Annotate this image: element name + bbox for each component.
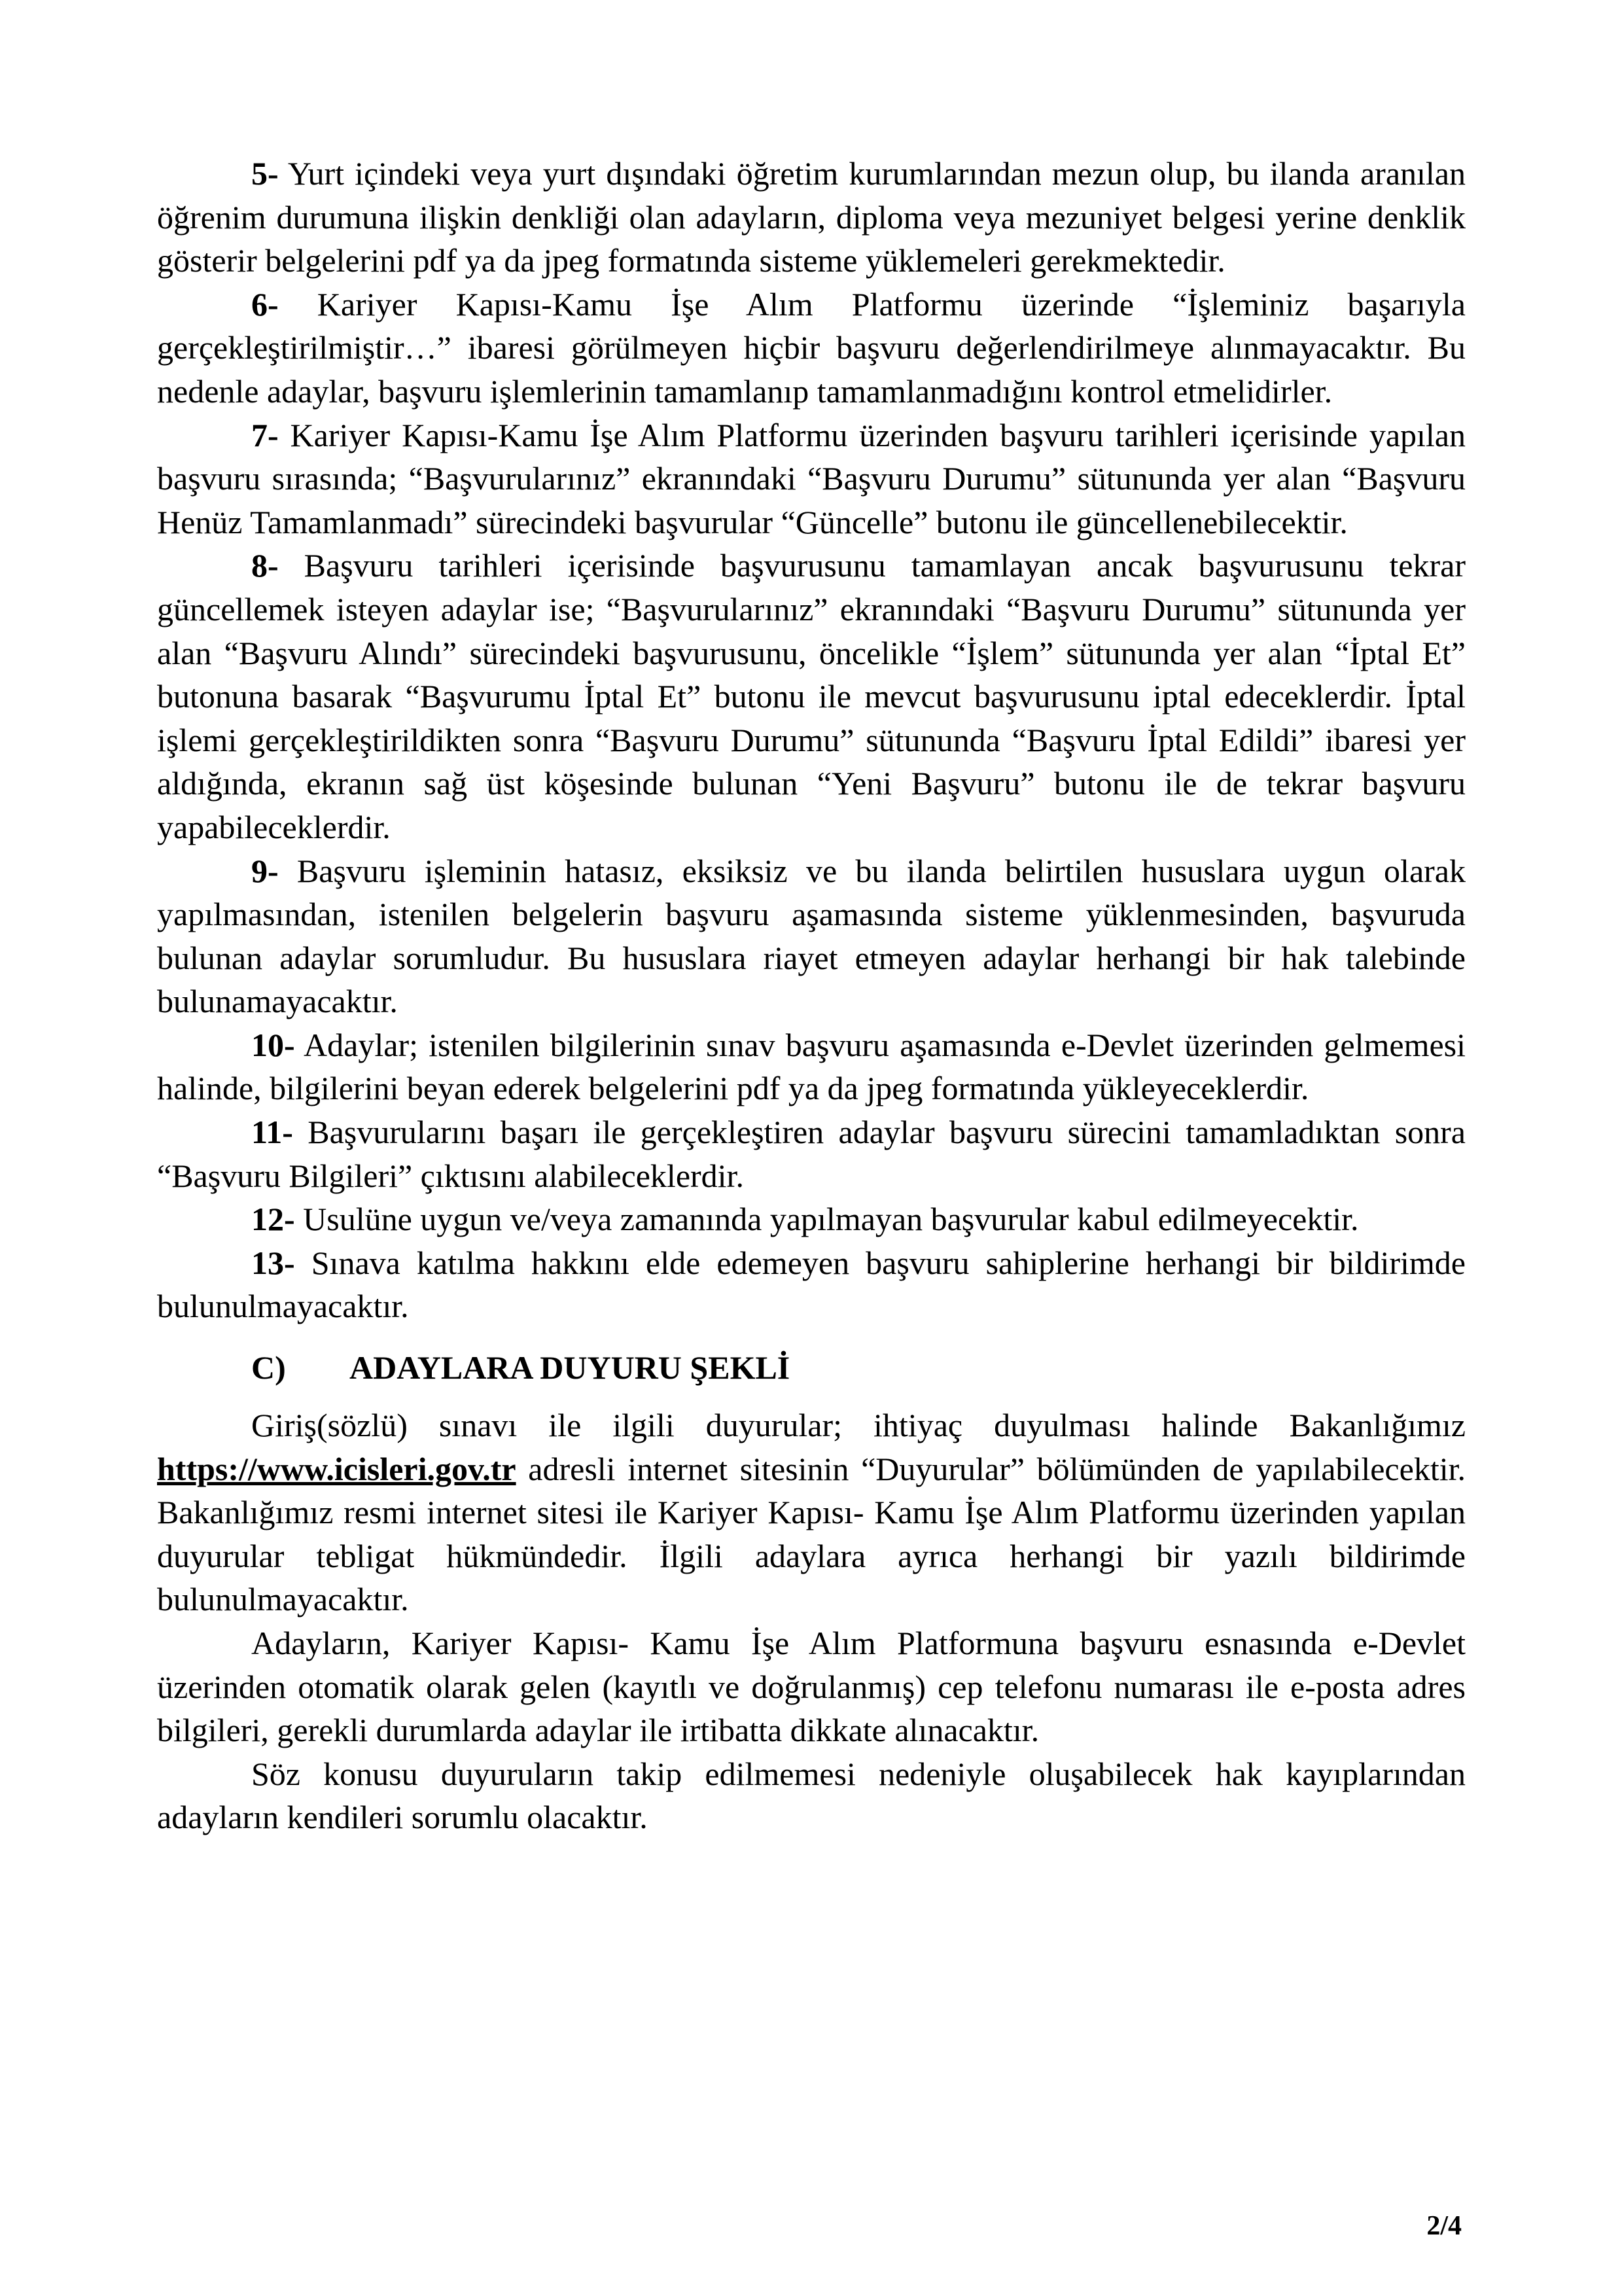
ministry-website-link[interactable]: https://www.icisleri.gov.tr xyxy=(157,1450,516,1487)
list-item xyxy=(157,849,1466,1023)
list-item xyxy=(157,1110,1466,1197)
item-number: 8- xyxy=(251,547,279,584)
section-letter: C) xyxy=(251,1349,286,1386)
list-item xyxy=(157,544,1466,849)
announcement-paragraph xyxy=(157,1404,1466,1621)
paragraph-text: Giriş(sözlü) sınavı ile ilgili duyurular; ihtiyaç duyulması halinde Bakanlığımız xyxy=(251,1407,1466,1444)
item-text: Sınava katılma hakkını elde edemeyen başvuru sahiplerine herhangi bir bildirimde bulunulmayacaktır. xyxy=(157,1244,1466,1325)
item-text: Başvuru tarihleri içerisinde başvurusunu tamamlayan ancak başvurusunu tekrar güncellemek isteyen adaylar ise; “Başvurularınız” ekranındaki “Başvuru Durumu” sütununda yer alan “Başvuru Alındı” sürecindeki başvurusunu, öncelikle “İşlem” sütununda yer alan “İptal Et” butonuna basarak “Başvurumu İptal Et” butonu ile mevcut başvurusunu iptal edeceklerdir. İptal işlemi gerçekleştirildikten sonra “Başvuru Durumu” sütununda “Başvuru İptal Edildi” ibaresi yer aldığında, ekranın sağ üst köşesinde bulunan “Yeni Başvuru” butonu ile de tekrar başvuru yapabileceklerdir. xyxy=(157,547,1466,845)
item-text: Usulüne uygun ve/veya zamanında yapılmayan başvurular kabul edilmeyecektir. xyxy=(294,1201,1359,1238)
item-number: 7- xyxy=(251,416,279,453)
section-title: ADAYLARA DUYURU ŞEKLİ xyxy=(349,1349,790,1386)
responsibility-paragraph: Söz konusu duyuruların takip edilmemesi nedeniyle oluşabilecek hak kayıplarından adayların kendileri sorumlu olacaktır. xyxy=(157,1755,1466,1836)
list-item xyxy=(157,1197,1466,1241)
page-number: 2/4 xyxy=(1426,2211,1462,2241)
item-number: 13- xyxy=(251,1244,295,1281)
item-number: 6- xyxy=(251,285,279,323)
list-item xyxy=(157,283,1466,414)
list-item xyxy=(157,152,1466,283)
item-number: 10- xyxy=(251,1026,295,1063)
list-item xyxy=(157,1241,1466,1328)
item-text: Kariyer Kapısı-Kamu İşe Alım Platformu üzerinde “İşleminiz başarıyla gerçekleştirilmiştir…” ibaresi görülmeyen hiçbir başvuru değerlendirilmeye alınmayacaktır. Bu nedenle adaylar, başvuru işlemlerinin tamamlanıp tamamlanmadığını kontrol etmelidirler. xyxy=(157,285,1466,410)
list-item xyxy=(157,414,1466,544)
document-body xyxy=(157,152,1466,1839)
item-number: 12- xyxy=(251,1201,295,1238)
list-item xyxy=(157,1023,1466,1110)
contact-info-paragraph: Adayların, Kariyer Kapısı- Kamu İşe Alım Platformuna başvuru esnasında e-Devlet üzerinden otomatik olarak gelen (kayıtlı ve doğrulanmış) cep telefonu numarası ile e-posta adres bilgileri, gerekli durumlarda adaylar ile irtibatta dikkate alınacaktır. xyxy=(157,1625,1466,1749)
paragraph-text: adresli internet sitesinin “Duyurular” bölümünden de yapılabilecektir. Bakanlığımız resmi internet sitesi ile Kariyer Kapısı- Kamu İşe Alım Platformu üzerinden yapılan duyurular tebligat hükmündedir. İlgili adaylara ayrıca herhangi bir yazılı bildirimde bulunulmayacaktır. xyxy=(157,1450,1466,1618)
item-number: 11- xyxy=(251,1114,293,1151)
item-text: Başvurularını başarı ile gerçekleştiren adaylar başvuru sürecini tamamladıktan sonra “Başvuru Bilgileri” çıktısını alabileceklerdir. xyxy=(157,1114,1466,1194)
item-text: Adaylar; istenilen bilgilerinin sınav başvuru aşamasında e-Devlet üzerinden gelmemesi halinde, bilgilerini beyan ederek belgelerini pdf ya da jpeg formatında yükleyeceklerdir. xyxy=(157,1026,1466,1107)
item-text: Kariyer Kapısı-Kamu İşe Alım Platformu üzerinden başvuru tarihleri içerisinde yapılan başvuru sırasında; “Başvurularınız” ekranındaki “Başvuru Durumu” sütununda yer alan “Başvuru Henüz Tamamlanmadı” sürecindeki başvurular “Güncelle” butonu ile güncellenebilecektir. xyxy=(157,416,1466,540)
item-number: 9- xyxy=(251,852,279,889)
item-text: Başvuru işleminin hatasız, eksiksiz ve bu ilanda belirtilen hususlara uygun olarak yapılmasından, istenilen belgelerin başvuru aşamasında sisteme yüklenmesinden, başvuruda bulunan adaylar sorumludur. Bu hususlara riayet etmeyen adaylar herhangi bir hak talebinde bulunamayacaktır. xyxy=(157,852,1466,1020)
section-heading xyxy=(157,1346,1466,1389)
item-number: 5- xyxy=(251,155,279,192)
item-text: Yurt içindeki veya yurt dışındaki öğretim kurumlarından mezun olup, bu ilanda aranılan öğrenim durumuna ilişkin denkliği olan adayların, diploma veya mezuniyet belgesi yerine denklik gösterir belgelerini pdf ya da jpeg formatında sisteme yüklemeleri gerekmektedir. xyxy=(157,155,1466,279)
